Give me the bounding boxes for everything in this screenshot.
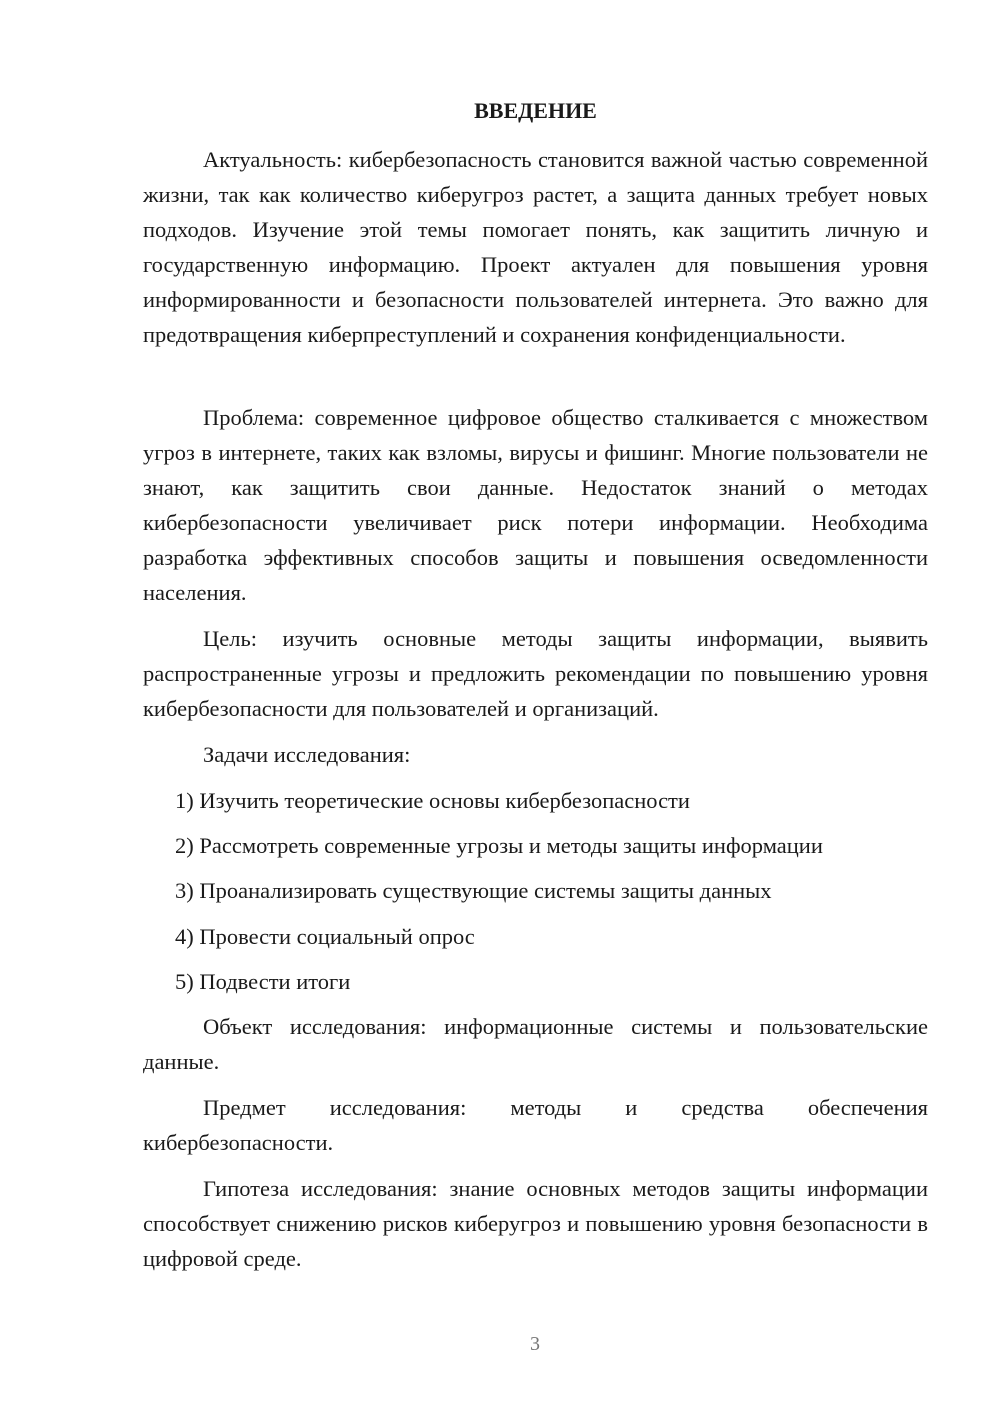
- paragraph-subject: Предмет исследования: методы и средства обеспечения кибербезопасности.: [143, 1095, 928, 1155]
- tasks-heading: Задачи исследования:: [203, 742, 411, 767]
- task-item-1: 1) Изучить теоретические основы кибербезопасности: [175, 788, 690, 813]
- paragraph-problem: Проблема: современное цифровое общество сталкивается с множеством угроз в интернете, таких как взломы, вирусы и фишинг. Многие пользователи не знают, как защитить свои данные. Недостаток знаний о методах кибербезопасности увеличивает риск потери информации. Необходима разработка эффективных способов защиты и повышения осведомленности населения.: [143, 405, 928, 605]
- section-title: ВВЕДЕНИЕ: [474, 98, 597, 123]
- task-item-3: 3) Проанализировать существующие системы защиты данных: [175, 878, 772, 903]
- task-item-4: 4) Провести социальный опрос: [175, 924, 475, 949]
- paragraph-hypothesis: Гипотеза исследования: знание основных методов защиты информации способствует снижению рисков киберугроз и повышению уровня безопасности в цифровой среде.: [143, 1176, 928, 1271]
- task-item-2: 2) Рассмотреть современные угрозы и методы защиты информации: [175, 833, 823, 858]
- page-number: 3: [530, 1333, 540, 1355]
- paragraph-goal: Цель: изучить основные методы защиты информации, выявить распространенные угрозы и предложить рекомендации по повышению уровня кибербезопасности для пользователей и организаций.: [143, 626, 928, 721]
- paragraph-object: Объект исследования: информационные системы и пользовательские данные.: [143, 1014, 928, 1074]
- task-item-5: 5) Подвести итоги: [175, 969, 351, 994]
- paragraph-relevance: Актуальность: кибербезопасность становится важной частью современной жизни, так как количество киберугроз растет, а защита данных требует новых подходов. Изучение этой темы помогает понять, как защитить личную и государственную информацию. Проект актуален для повышения уровня информированности и безопасности пользователей интернета. Это важно для предотвращения киберпреступлений и сохранения конфиденциальности.: [143, 147, 928, 347]
